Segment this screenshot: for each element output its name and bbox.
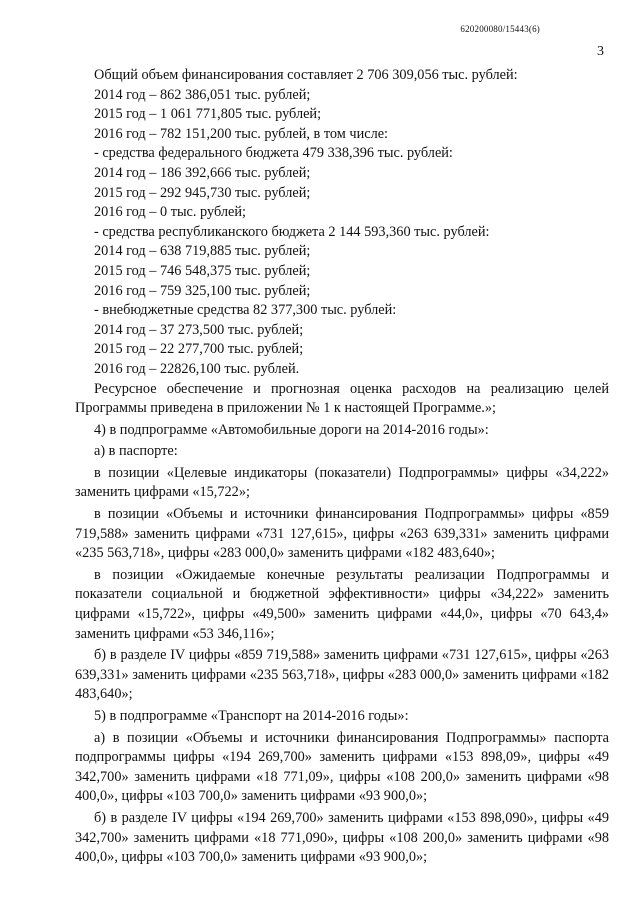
page-number: 3 — [597, 44, 604, 59]
paragraph-funding-sources: в позиции «Объемы и источники финансирования Подпрограммы» цифры «859 719,588» заменить цифрами «731 127,615», цифры «263 639,331» заменить цифрами «235 563,718», цифры «283 000,0» заменить цифрами «182 483,640»; — [75, 506, 609, 562]
paragraph-transport-subprogram: 5) в подпрограмме «Транспорт на 2014-2016 годы»: — [94, 708, 409, 724]
paragraph-federal-2014: 2014 год – 186 392,666 тыс. рублей; — [94, 164, 311, 181]
paragraph-extrabudgetary-2016: 2016 год – 22826,100 тыс. рублей. — [94, 360, 300, 377]
paragraph-federal-2015: 2015 год – 292 945,730 тыс. рублей; — [94, 184, 311, 201]
paragraph-extrabudgetary-2015: 2015 год – 22 277,700 тыс. рублей; — [94, 341, 304, 358]
paragraph-resource-provision: Ресурсное обеспечение и прогнозная оценка расходов на реализацию целей Программы приведена в приложении № 1 к настоящей Программе.»; — [75, 380, 609, 417]
paragraph-2015-total: 2015 год – 1 061 771,805 тыс. рублей; — [94, 106, 322, 123]
paragraph-2016-total: 2016 год – 782 151,200 тыс. рублей, в том числе: — [94, 125, 389, 142]
paragraph-section-iv-roads: б) в разделе IV цифры «859 719,588» заменить цифрами «731 127,615», цифры «263 639,331» заменить цифрами «235 563,718», цифры «283 000,0» заменить цифрами «182 483,640»; — [75, 647, 609, 703]
document-code: 620200080/15443(6) — [460, 24, 540, 34]
paragraph-section-iv-transport: б) в разделе IV цифры «194 269,700» заменить цифрами «153 898,090», цифры «49 342,700» заменить цифрами «18 771,090», цифры «108 200,0» заменить цифрами «98 400,0», цифры «103 700,0» заменить цифрами «93 900,0»; — [75, 809, 609, 866]
paragraph-target-indicators: в позиции «Целевые индикаторы (показатели) Подпрограммы» цифры «34,222» заменить цифрами «15,722»; — [75, 464, 609, 501]
paragraph-transport-passport: а) в позиции «Объемы и источники финансирования Подпрограммы» паспорта подпрограммы цифры «194 269,700» заменить цифрами «153 898,09», цифры «49 342,700» заменить цифрами «18 771,09», цифры «108 200,0» заменить цифрами «98 400,0», цифры «103 700,0» заменить цифрами «93 900,0»; — [75, 729, 609, 805]
paragraph-extrabudgetary: - внебюджетные средства 82 377,300 тыс. рублей: — [94, 302, 397, 319]
paragraph-republican-budget: - средства республиканского бюджета 2 144 593,360 тыс. рублей: — [94, 223, 490, 240]
paragraph-republican-2015: 2015 год – 746 548,375 тыс. рублей; — [94, 262, 311, 279]
paragraph-republican-2014: 2014 год – 638 719,885 тыс. рублей; — [94, 243, 311, 260]
paragraph-republican-2016: 2016 год – 759 325,100 тыс. рублей; — [94, 282, 311, 299]
paragraph-2014-total: 2014 год – 862 386,051 тыс. рублей; — [94, 86, 311, 103]
paragraph-roads-subprogram: 4) в подпрограмме «Автомобильные дороги на 2014-2016 годы»: — [94, 421, 489, 438]
paragraph-total-funding: Общий объем финансирования составляет 2 706 309,056 тыс. рублей: — [94, 67, 518, 83]
paragraph-federal-2016: 2016 год – 0 тыс. рублей; — [94, 204, 246, 221]
document-body — [75, 66, 609, 868]
paragraph-expected-results: в позиции «Ожидаемые конечные результаты реализации Подпрограммы и показатели социальной и бюджетной эффективности» цифры «34,222» заменить цифрами «15,722», цифры «49,500» заменить цифрами «44,0», цифры «70 643,4» заменить цифрами «53 346,116»; — [75, 566, 609, 642]
paragraph-extrabudgetary-2014: 2014 год – 37 273,500 тыс. рублей; — [94, 321, 304, 338]
paragraph-passport: а) в паспорте: — [94, 443, 178, 460]
paragraph-federal-budget: - средства федерального бюджета 479 338,396 тыс. рублей: — [94, 145, 453, 162]
